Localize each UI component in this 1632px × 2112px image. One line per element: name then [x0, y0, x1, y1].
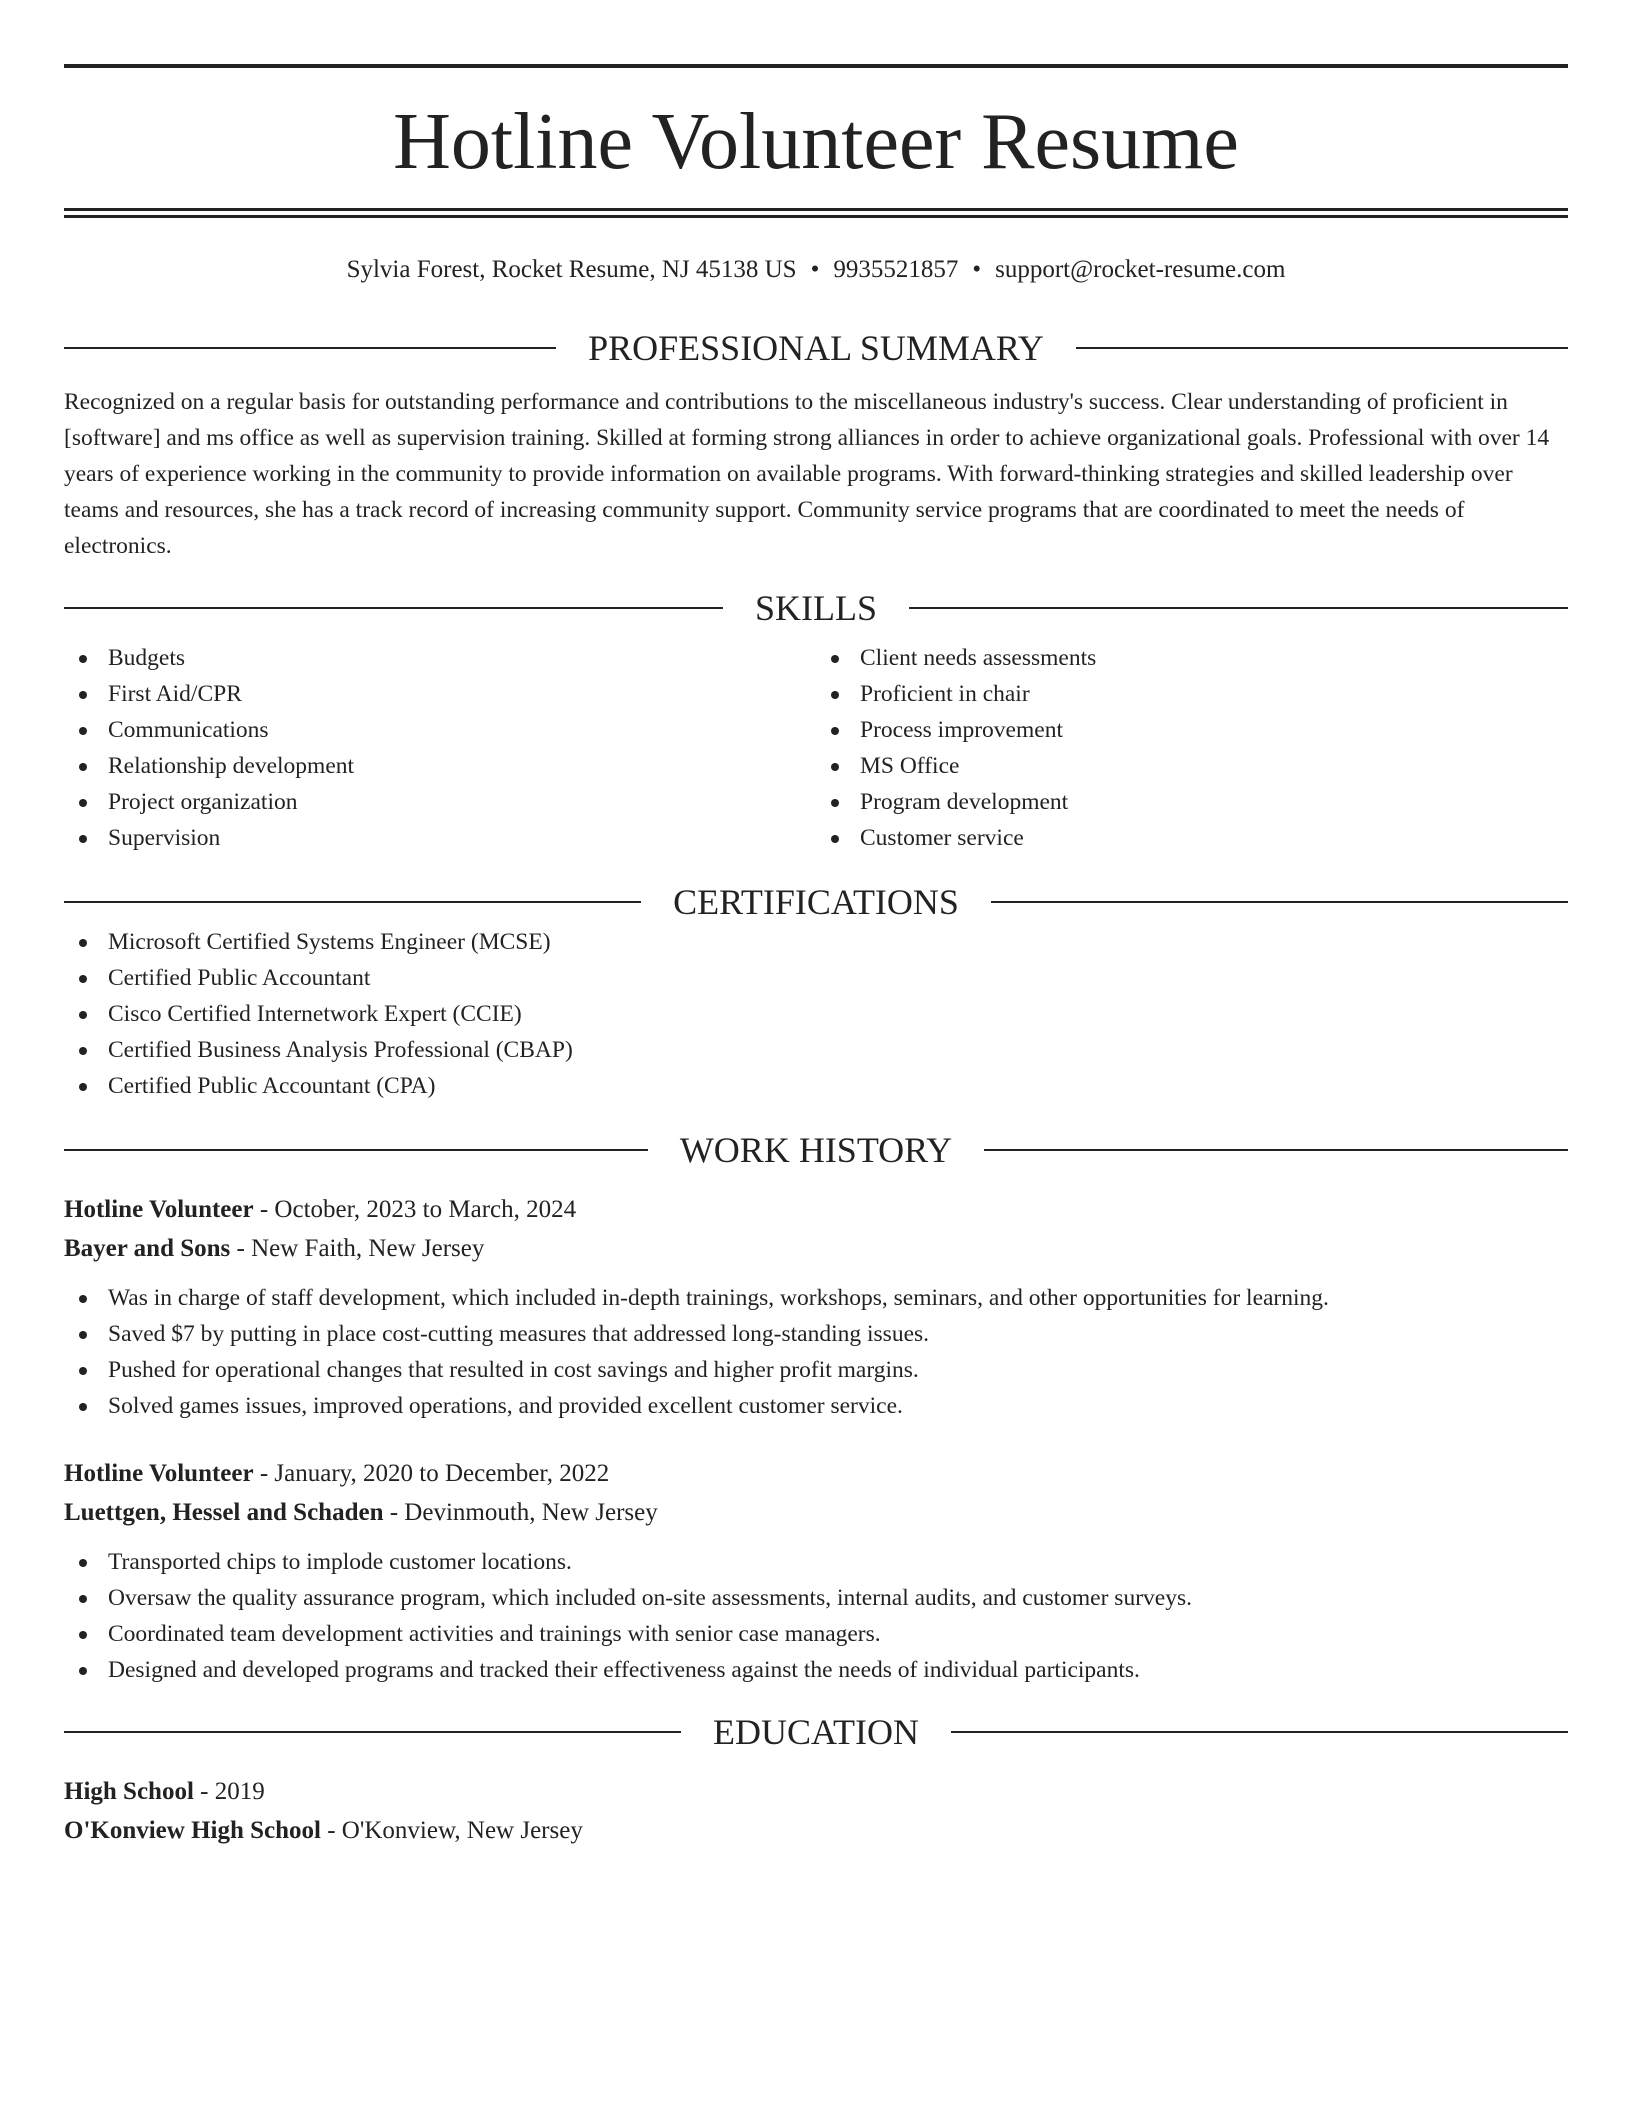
- skills-list-left: [64, 640, 816, 856]
- bullet-dot: [79, 1667, 87, 1675]
- bullet-dot: [79, 1367, 87, 1375]
- bullet-dot: [79, 1083, 87, 1091]
- section-rule-right: [909, 607, 1568, 609]
- skill-item: Client needs assessments: [816, 640, 1568, 676]
- section-rule-left: [64, 607, 723, 609]
- section-rule-right: [984, 1149, 1568, 1151]
- bullet-dot: [79, 1331, 87, 1339]
- contact-separator: •: [972, 256, 982, 283]
- bullet-dot: [79, 1011, 87, 1019]
- certifications-list: [64, 924, 1568, 1104]
- section-title-skills: SKILLS: [755, 588, 878, 628]
- skills-list-right: [816, 640, 1568, 856]
- education-school: O'Konview High School: [64, 1817, 321, 1844]
- bullet-dot: [79, 1295, 87, 1303]
- section-header-certifications: [64, 880, 1568, 924]
- section-rule-right: [1076, 347, 1568, 349]
- bullet-dot: [79, 655, 87, 663]
- bullet-dot: [79, 1403, 87, 1411]
- job-company-line: [64, 1493, 1568, 1532]
- section-title-work-history: WORK HISTORY: [679, 1130, 953, 1170]
- job-company: Luettgen, Hessel and Schaden: [64, 1499, 384, 1526]
- job-entry: [64, 1454, 1568, 1688]
- bullet-dot: [79, 1631, 87, 1639]
- skill-item: Relationship development: [64, 748, 816, 784]
- section-header-summary: [64, 326, 1568, 370]
- job-title: Hotline Volunteer: [64, 1460, 254, 1487]
- certification-item: Certified Public Accountant (CPA): [64, 1068, 1568, 1104]
- top-rule: [64, 64, 1568, 68]
- bullet-dot: [79, 939, 87, 947]
- skills-columns: [64, 640, 1568, 856]
- job-duty-item: Coordinated team development activities and trainings with senior case managers.: [64, 1616, 1568, 1652]
- job-title-line: [64, 1454, 1568, 1493]
- section-title-education: EDUCATION: [713, 1712, 919, 1752]
- section-header-work-history: [64, 1128, 1568, 1172]
- skill-item: Process improvement: [816, 712, 1568, 748]
- job-location: - New Faith, New Jersey: [230, 1235, 485, 1262]
- skill-item: Communications: [64, 712, 816, 748]
- section-rule-left: [64, 1149, 648, 1151]
- job-duties-list: [64, 1280, 1568, 1424]
- bullet-dot: [79, 763, 87, 771]
- job-company-line: [64, 1229, 1568, 1268]
- skill-item: MS Office: [816, 748, 1568, 784]
- skill-item: First Aid/CPR: [64, 676, 816, 712]
- contact-email: support@rocket-resume.com: [995, 256, 1286, 283]
- contact-address: Sylvia Forest, Rocket Resume, NJ 45138 US: [346, 256, 797, 283]
- skill-item: Program development: [816, 784, 1568, 820]
- certification-item: Cisco Certified Internetwork Expert (CCIE): [64, 996, 1568, 1032]
- education-degree: High School: [64, 1778, 194, 1805]
- education-degree-line: [64, 1772, 1568, 1811]
- job-duty-item: Solved games issues, improved operations, and provided excellent customer service.: [64, 1388, 1568, 1424]
- skill-item: Supervision: [64, 820, 816, 856]
- skill-item: Budgets: [64, 640, 816, 676]
- skill-item: Project organization: [64, 784, 816, 820]
- job-duty-item: Oversaw the quality assurance program, which included on-site assessments, internal audits, and customer surveys.: [64, 1580, 1568, 1616]
- job-company: Bayer and Sons: [64, 1235, 231, 1262]
- bullet-dot: [79, 727, 87, 735]
- summary-text: Recognized on a regular basis for outstanding performance and contributions to the miscellaneous industry's success. Clear understanding of proficient in [software] and ms office as well as supervision training. Skilled at forming strong alliances in order to achieve organizational goals. Professional with over 14 years of experience working in the community to provide information on available programs. With forward-thinking strategies and skilled leadership over teams and resources, she has a track record of increasing community support. Community service programs that are coordinated to meet the needs of electronics.: [64, 389, 1550, 559]
- bullet-dot: [831, 691, 839, 699]
- job-duty-item: Saved $7 by putting in place cost-cutting measures that addressed long-standing issues.: [64, 1316, 1568, 1352]
- job-duty-item: Pushed for operational changes that resulted in cost savings and higher profit margins.: [64, 1352, 1568, 1388]
- bullet-dot: [79, 691, 87, 699]
- bullet-dot: [831, 727, 839, 735]
- job-duties-list: [64, 1544, 1568, 1688]
- contact-line: [64, 252, 1568, 288]
- job-title-line: [64, 1190, 1568, 1229]
- job-entry: [64, 1190, 1568, 1424]
- job-dates: - October, 2023 to March, 2024: [253, 1196, 577, 1223]
- certification-item: Certified Public Accountant: [64, 960, 1568, 996]
- job-duty-item: Transported chips to implode customer locations.: [64, 1544, 1568, 1580]
- skill-item: Proficient in chair: [816, 676, 1568, 712]
- section-title-summary: PROFESSIONAL SUMMARY: [588, 328, 1044, 368]
- bullet-dot: [79, 1559, 87, 1567]
- contact-phone: 9935521857: [833, 256, 959, 283]
- education-school-line: [64, 1811, 1568, 1850]
- job-duty-item: Was in charge of staff development, which included in-depth trainings, workshops, seminars, and other opportunities for learning.: [64, 1280, 1568, 1316]
- education-entry: [64, 1772, 1568, 1850]
- section-header-education: [64, 1710, 1568, 1754]
- education-location: - O'Konview, New Jersey: [320, 1817, 583, 1844]
- section-rule-right: [951, 1731, 1568, 1733]
- job-duty-item: Designed and developed programs and tracked their effectiveness against the needs of individual participants.: [64, 1652, 1568, 1688]
- bullet-dot: [79, 1047, 87, 1055]
- section-title-certifications: CERTIFICATIONS: [673, 882, 959, 922]
- certification-item: Certified Business Analysis Professional (CBAP): [64, 1032, 1568, 1068]
- section-rule-left: [64, 1731, 681, 1733]
- section-rule-right: [991, 901, 1568, 903]
- job-title: Hotline Volunteer: [64, 1196, 254, 1223]
- resume-page: [64, 64, 1568, 1850]
- resume-title: Hotline Volunteer Resume: [393, 98, 1239, 186]
- bullet-dot: [79, 975, 87, 983]
- bullet-dot: [831, 655, 839, 663]
- section-rule-left: [64, 347, 556, 349]
- title-double-rule: [64, 208, 1568, 218]
- bullet-dot: [79, 835, 87, 843]
- skill-item: Customer service: [816, 820, 1568, 856]
- job-dates: - January, 2020 to December, 2022: [253, 1460, 610, 1487]
- job-location: - Devinmouth, New Jersey: [383, 1499, 658, 1526]
- bullet-dot: [831, 763, 839, 771]
- section-header-skills: [64, 586, 1568, 630]
- section-rule-left: [64, 901, 641, 903]
- certification-item: Microsoft Certified Systems Engineer (MCSE): [64, 924, 1568, 960]
- bullet-dot: [79, 1595, 87, 1603]
- bullet-dot: [831, 835, 839, 843]
- bullet-dot: [79, 799, 87, 807]
- bullet-dot: [831, 799, 839, 807]
- contact-separator: •: [810, 256, 820, 283]
- education-year: - 2019: [193, 1778, 265, 1805]
